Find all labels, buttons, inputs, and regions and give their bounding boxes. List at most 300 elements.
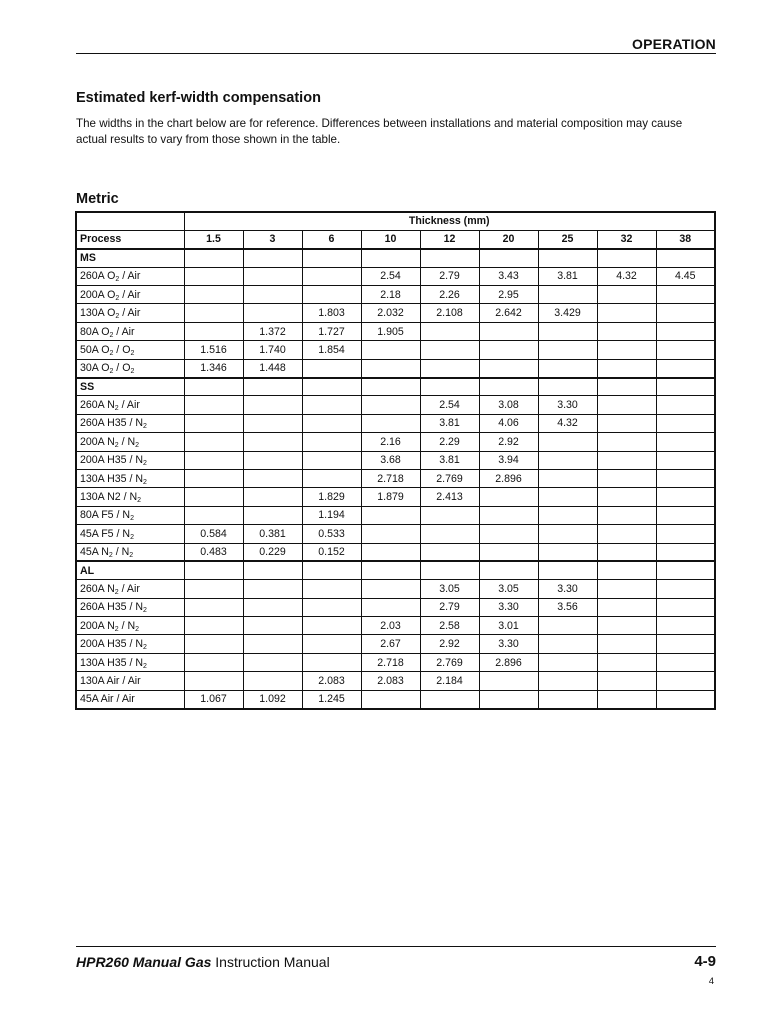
value-cell: 2.92 xyxy=(420,635,479,653)
process-cell: 130A $N2 / N_2$ xyxy=(76,488,184,506)
table-row xyxy=(76,598,715,616)
value-cell xyxy=(597,543,656,561)
table-row xyxy=(76,543,715,561)
value-cell: 2.54 xyxy=(361,267,420,285)
empty-cell xyxy=(479,561,538,579)
value-cell xyxy=(184,451,243,469)
column-header: 12 xyxy=(420,230,479,248)
value-cell xyxy=(184,672,243,690)
value-cell xyxy=(479,341,538,359)
table-row xyxy=(76,396,715,414)
value-cell xyxy=(243,580,302,598)
table-row xyxy=(76,488,715,506)
column-header: 10 xyxy=(361,230,420,248)
value-cell xyxy=(243,304,302,322)
value-cell xyxy=(538,635,597,653)
value-cell xyxy=(243,653,302,671)
value-cell: 3.68 xyxy=(361,451,420,469)
value-cell xyxy=(538,543,597,561)
footer-page-ref: 4-9 xyxy=(694,953,716,970)
group-label: SS xyxy=(76,378,184,396)
column-header: 25 xyxy=(538,230,597,248)
value-cell xyxy=(302,414,361,432)
value-cell xyxy=(656,543,715,561)
value-cell xyxy=(302,653,361,671)
value-cell: 1.067 xyxy=(184,690,243,708)
value-cell xyxy=(302,617,361,635)
table-row xyxy=(76,267,715,285)
page-number: 4 xyxy=(708,976,714,987)
value-cell xyxy=(597,286,656,304)
footer-rule xyxy=(76,946,716,947)
value-cell xyxy=(361,598,420,616)
empty-cell xyxy=(243,249,302,267)
value-cell: 4.32 xyxy=(538,414,597,432)
value-cell xyxy=(243,267,302,285)
value-cell xyxy=(243,286,302,304)
process-cell: 45A $N_2 / N_2$ xyxy=(76,543,184,561)
value-cell: 1.803 xyxy=(302,304,361,322)
value-cell xyxy=(302,635,361,653)
value-cell: 3.81 xyxy=(420,414,479,432)
process-cell: 130A $O_2$ / Air xyxy=(76,304,184,322)
value-cell: 3.30 xyxy=(538,396,597,414)
value-cell: 0.152 xyxy=(302,543,361,561)
section-label: OPERATION xyxy=(632,36,716,52)
value-cell xyxy=(361,543,420,561)
corner-cell xyxy=(76,212,184,230)
value-cell xyxy=(656,286,715,304)
process-cell: 260A $H35 / N_2$ xyxy=(76,414,184,432)
value-cell xyxy=(656,359,715,377)
empty-cell xyxy=(656,249,715,267)
table-row xyxy=(76,506,715,524)
table-row xyxy=(76,653,715,671)
value-cell xyxy=(479,690,538,708)
value-cell xyxy=(184,617,243,635)
value-cell: 2.18 xyxy=(361,286,420,304)
table-row xyxy=(76,525,715,543)
empty-cell xyxy=(243,378,302,396)
empty-cell xyxy=(361,378,420,396)
value-cell xyxy=(538,653,597,671)
value-cell xyxy=(597,506,656,524)
value-cell xyxy=(656,635,715,653)
value-cell: 1.092 xyxy=(243,690,302,708)
value-cell: 2.083 xyxy=(361,672,420,690)
value-cell xyxy=(656,690,715,708)
value-cell xyxy=(361,690,420,708)
value-cell: 2.26 xyxy=(420,286,479,304)
value-cell xyxy=(302,469,361,487)
value-cell xyxy=(243,396,302,414)
value-cell: 2.769 xyxy=(420,653,479,671)
value-cell xyxy=(656,469,715,487)
process-cell: 260A $N_2$ / Air xyxy=(76,580,184,598)
value-cell xyxy=(302,433,361,451)
process-cell: 30A $O_2 / O_2$ xyxy=(76,359,184,377)
table-row xyxy=(76,359,715,377)
value-cell: 1.879 xyxy=(361,488,420,506)
value-cell xyxy=(538,488,597,506)
table-row xyxy=(76,690,715,708)
value-cell xyxy=(597,488,656,506)
table-row xyxy=(76,672,715,690)
value-cell xyxy=(656,598,715,616)
value-cell xyxy=(597,469,656,487)
empty-cell xyxy=(538,378,597,396)
process-cell: 130A $H35 / N_2$ xyxy=(76,469,184,487)
value-cell xyxy=(538,617,597,635)
value-cell xyxy=(479,672,538,690)
value-cell: 3.94 xyxy=(479,451,538,469)
value-cell: 2.03 xyxy=(361,617,420,635)
table-row xyxy=(76,451,715,469)
value-cell xyxy=(361,359,420,377)
value-cell xyxy=(597,617,656,635)
value-cell xyxy=(184,304,243,322)
process-cell: 130A Air / Air xyxy=(76,672,184,690)
process-cell: 260A $N_2$ / Air xyxy=(76,396,184,414)
value-cell xyxy=(538,672,597,690)
value-cell: 1.740 xyxy=(243,341,302,359)
value-cell: 1.346 xyxy=(184,359,243,377)
value-cell: 1.448 xyxy=(243,359,302,377)
process-cell: 200A $N_2 / N_2$ xyxy=(76,617,184,635)
value-cell xyxy=(479,525,538,543)
value-cell xyxy=(184,267,243,285)
value-cell xyxy=(538,359,597,377)
process-cell: 200A $H35 / N_2$ xyxy=(76,635,184,653)
value-cell xyxy=(243,469,302,487)
empty-cell xyxy=(302,378,361,396)
value-cell xyxy=(302,267,361,285)
table-row xyxy=(76,286,715,304)
value-cell xyxy=(656,451,715,469)
value-cell: 2.79 xyxy=(420,598,479,616)
value-cell xyxy=(538,469,597,487)
value-cell xyxy=(479,543,538,561)
value-cell: 4.32 xyxy=(597,267,656,285)
header-rule xyxy=(76,53,716,54)
value-cell xyxy=(656,341,715,359)
empty-cell xyxy=(361,561,420,579)
value-cell: 2.29 xyxy=(420,433,479,451)
empty-cell xyxy=(597,561,656,579)
process-cell: 200A $H35 / N_2$ xyxy=(76,451,184,469)
value-cell xyxy=(243,672,302,690)
value-cell xyxy=(597,653,656,671)
value-cell: 3.56 xyxy=(538,598,597,616)
process-cell: 130A $H35 / N_2$ xyxy=(76,653,184,671)
value-cell: 1.829 xyxy=(302,488,361,506)
value-cell xyxy=(361,396,420,414)
value-cell xyxy=(538,322,597,340)
value-cell: 1.372 xyxy=(243,322,302,340)
value-cell: 3.81 xyxy=(420,451,479,469)
value-cell xyxy=(479,506,538,524)
value-cell xyxy=(302,580,361,598)
empty-cell xyxy=(597,378,656,396)
table-row xyxy=(76,635,715,653)
value-cell: 3.43 xyxy=(479,267,538,285)
value-cell: 3.05 xyxy=(420,580,479,598)
value-cell xyxy=(597,433,656,451)
process-cell: 45A Air / Air xyxy=(76,690,184,708)
value-cell: 2.896 xyxy=(479,469,538,487)
value-cell: 2.718 xyxy=(361,469,420,487)
value-cell xyxy=(184,506,243,524)
table-row xyxy=(76,469,715,487)
empty-cell xyxy=(184,561,243,579)
table-row xyxy=(76,322,715,340)
column-header: 6 xyxy=(302,230,361,248)
process-cell: 260A $H35 / N_2$ xyxy=(76,598,184,616)
process-cell: 80A $O_2$ / Air xyxy=(76,322,184,340)
value-cell: 2.769 xyxy=(420,469,479,487)
value-cell xyxy=(597,598,656,616)
value-cell xyxy=(538,286,597,304)
group-row xyxy=(76,378,715,396)
column-header: 20 xyxy=(479,230,538,248)
empty-cell xyxy=(302,561,361,579)
value-cell xyxy=(420,359,479,377)
value-cell xyxy=(243,617,302,635)
value-cell xyxy=(656,506,715,524)
value-cell xyxy=(420,525,479,543)
empty-cell xyxy=(597,249,656,267)
value-cell: 3.81 xyxy=(538,267,597,285)
value-cell xyxy=(656,322,715,340)
value-cell xyxy=(538,433,597,451)
value-cell xyxy=(538,525,597,543)
value-cell xyxy=(420,341,479,359)
value-cell xyxy=(361,580,420,598)
value-cell xyxy=(656,617,715,635)
value-cell xyxy=(184,322,243,340)
value-cell xyxy=(184,598,243,616)
value-cell xyxy=(597,341,656,359)
empty-cell xyxy=(302,249,361,267)
group-label: AL xyxy=(76,561,184,579)
value-cell xyxy=(656,414,715,432)
value-cell: 2.184 xyxy=(420,672,479,690)
metric-heading: Metric xyxy=(76,191,119,207)
value-cell: 2.58 xyxy=(420,617,479,635)
value-cell xyxy=(597,359,656,377)
value-cell xyxy=(302,359,361,377)
value-cell xyxy=(597,690,656,708)
value-cell xyxy=(656,488,715,506)
value-cell: 3.30 xyxy=(479,598,538,616)
empty-cell xyxy=(479,249,538,267)
value-cell: 0.533 xyxy=(302,525,361,543)
value-cell xyxy=(656,653,715,671)
value-cell xyxy=(243,506,302,524)
value-cell xyxy=(361,506,420,524)
value-cell xyxy=(538,451,597,469)
value-cell: 3.30 xyxy=(479,635,538,653)
table-row xyxy=(76,617,715,635)
kerf-width-table xyxy=(75,211,716,710)
value-cell xyxy=(538,506,597,524)
value-cell: 1.854 xyxy=(302,341,361,359)
value-cell xyxy=(184,286,243,304)
value-cell: 2.718 xyxy=(361,653,420,671)
value-cell xyxy=(656,672,715,690)
table-row xyxy=(76,341,715,359)
value-cell xyxy=(302,451,361,469)
value-cell xyxy=(479,488,538,506)
process-cell: 80A $F5 / N_2$ xyxy=(76,506,184,524)
value-cell xyxy=(302,598,361,616)
column-header: 38 xyxy=(656,230,715,248)
value-cell xyxy=(243,451,302,469)
value-cell xyxy=(361,341,420,359)
value-cell xyxy=(656,580,715,598)
process-cell: 200A $N_2 / N_2$ xyxy=(76,433,184,451)
value-cell xyxy=(597,322,656,340)
empty-cell xyxy=(420,249,479,267)
column-header: 1.5 xyxy=(184,230,243,248)
value-cell xyxy=(479,322,538,340)
value-cell: 2.108 xyxy=(420,304,479,322)
value-cell xyxy=(184,488,243,506)
value-cell xyxy=(184,580,243,598)
value-cell xyxy=(538,341,597,359)
value-cell: 2.16 xyxy=(361,433,420,451)
value-cell xyxy=(243,598,302,616)
value-cell xyxy=(597,396,656,414)
empty-cell xyxy=(656,561,715,579)
value-cell xyxy=(597,525,656,543)
value-cell xyxy=(302,286,361,304)
value-cell: 1.194 xyxy=(302,506,361,524)
table-row xyxy=(76,414,715,432)
value-cell xyxy=(538,690,597,708)
value-cell: 4.45 xyxy=(656,267,715,285)
empty-cell xyxy=(184,249,243,267)
value-cell xyxy=(420,322,479,340)
value-cell: 2.54 xyxy=(420,396,479,414)
empty-cell xyxy=(479,378,538,396)
empty-cell xyxy=(420,378,479,396)
value-cell: 1.245 xyxy=(302,690,361,708)
value-cell: 1.905 xyxy=(361,322,420,340)
value-cell: 3.08 xyxy=(479,396,538,414)
empty-cell xyxy=(420,561,479,579)
value-cell: 1.516 xyxy=(184,341,243,359)
value-cell: 2.642 xyxy=(479,304,538,322)
table-row xyxy=(76,433,715,451)
value-cell xyxy=(184,396,243,414)
column-header-row xyxy=(76,230,715,248)
value-cell xyxy=(420,506,479,524)
value-cell: 3.429 xyxy=(538,304,597,322)
manual-suffix: Instruction Manual xyxy=(211,954,330,970)
value-cell xyxy=(420,690,479,708)
value-cell: 3.05 xyxy=(479,580,538,598)
value-cell: 3.30 xyxy=(538,580,597,598)
column-header: 32 xyxy=(597,230,656,248)
empty-cell xyxy=(243,561,302,579)
process-cell: 200A $O_2$ / Air xyxy=(76,286,184,304)
value-cell: 1.727 xyxy=(302,322,361,340)
value-cell: 2.92 xyxy=(479,433,538,451)
value-cell: 3.01 xyxy=(479,617,538,635)
value-cell xyxy=(656,433,715,451)
empty-cell xyxy=(361,249,420,267)
value-cell: 2.79 xyxy=(420,267,479,285)
empty-cell xyxy=(656,378,715,396)
group-row xyxy=(76,561,715,579)
value-cell xyxy=(597,580,656,598)
group-label: MS xyxy=(76,249,184,267)
value-cell xyxy=(302,396,361,414)
empty-cell xyxy=(538,249,597,267)
value-cell xyxy=(656,304,715,322)
value-cell xyxy=(479,359,538,377)
value-cell: 2.413 xyxy=(420,488,479,506)
intro-paragraph: The widths in the chart below are for reference. Differences between installations and material composition may cause actual results to vary from those shown in the table. xyxy=(76,117,683,146)
value-cell: 2.896 xyxy=(479,653,538,671)
value-cell: 0.381 xyxy=(243,525,302,543)
value-cell xyxy=(361,525,420,543)
value-cell: 4.06 xyxy=(479,414,538,432)
process-cell: 45A $F5 / N_2$ xyxy=(76,525,184,543)
value-cell xyxy=(656,525,715,543)
value-cell xyxy=(597,451,656,469)
value-cell: 0.584 xyxy=(184,525,243,543)
table-row xyxy=(76,304,715,322)
value-cell: 2.67 xyxy=(361,635,420,653)
value-cell xyxy=(243,488,302,506)
value-cell xyxy=(184,653,243,671)
thickness-header: Thickness (mm) xyxy=(184,212,715,230)
value-cell xyxy=(184,469,243,487)
value-cell xyxy=(184,414,243,432)
value-cell xyxy=(597,672,656,690)
process-header: Process xyxy=(76,230,184,248)
page-title: Estimated kerf-width compensation xyxy=(76,90,321,106)
empty-cell xyxy=(538,561,597,579)
value-cell xyxy=(184,433,243,451)
column-header: 3 xyxy=(243,230,302,248)
value-cell: 2.083 xyxy=(302,672,361,690)
process-cell: 50A $O_2 / O_2$ xyxy=(76,341,184,359)
value-cell: 2.95 xyxy=(479,286,538,304)
value-cell xyxy=(420,543,479,561)
value-cell xyxy=(243,433,302,451)
value-cell xyxy=(597,635,656,653)
footer-manual-title xyxy=(76,954,330,970)
value-cell xyxy=(184,635,243,653)
table-body xyxy=(76,249,715,709)
group-row xyxy=(76,249,715,267)
value-cell: 0.229 xyxy=(243,543,302,561)
empty-cell xyxy=(184,378,243,396)
value-cell xyxy=(243,414,302,432)
manual-name: HPR260 Manual Gas xyxy=(76,954,212,970)
value-cell xyxy=(656,396,715,414)
value-cell xyxy=(361,414,420,432)
process-cell: 260A $O_2$ / Air xyxy=(76,267,184,285)
value-cell: 2.032 xyxy=(361,304,420,322)
value-cell: 0.483 xyxy=(184,543,243,561)
table-row xyxy=(76,580,715,598)
value-cell xyxy=(243,635,302,653)
value-cell xyxy=(597,304,656,322)
